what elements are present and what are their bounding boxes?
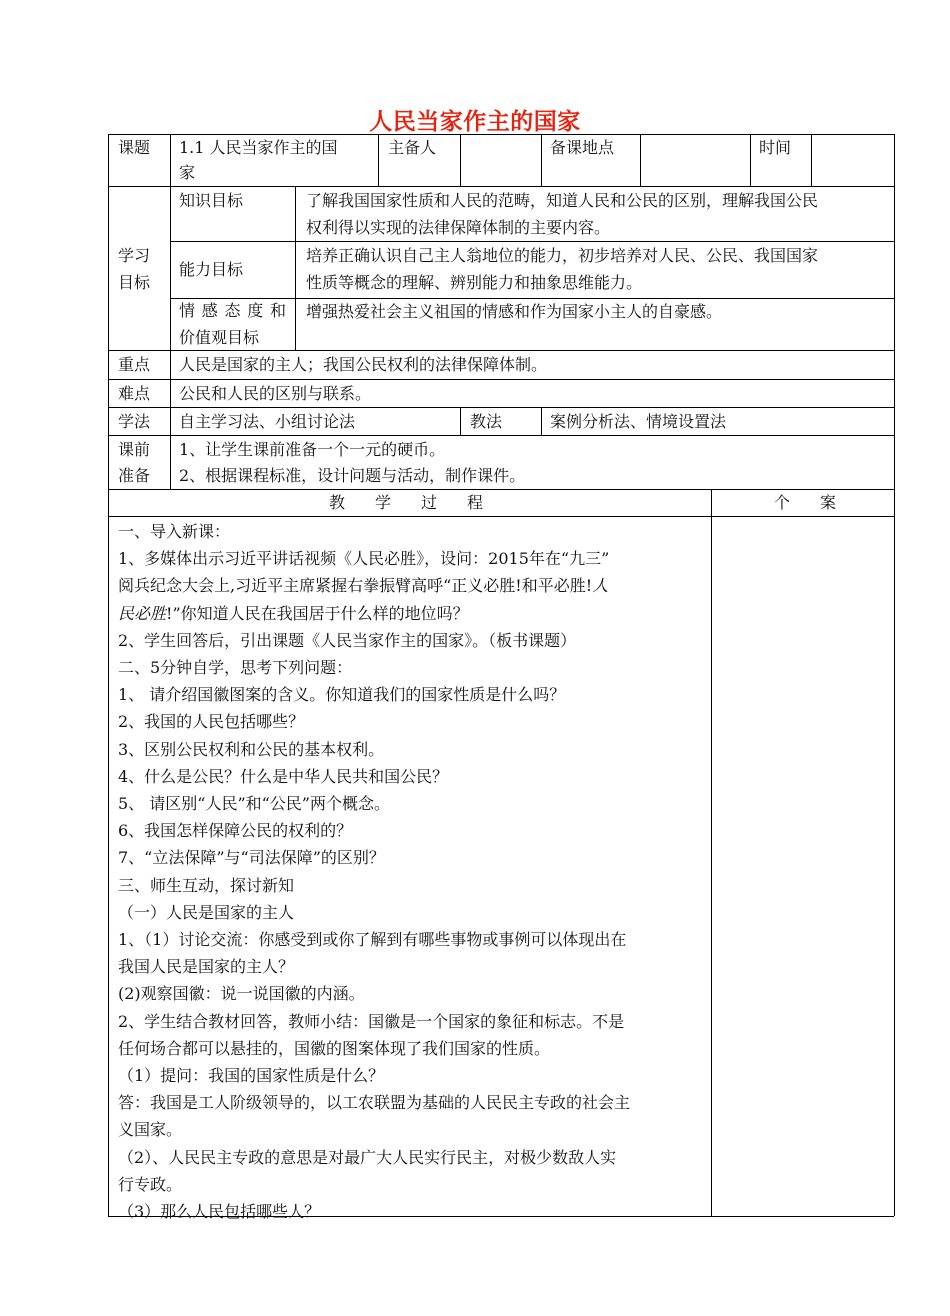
process-line xyxy=(118,572,708,599)
process-line: 行专政。 xyxy=(118,1174,183,1194)
rule xyxy=(750,134,751,186)
preparer-label: 主备人 xyxy=(388,138,437,157)
process-line: (2)观察国徽：说一说国徽的内涵。 xyxy=(118,984,365,1004)
process-line: 2、学生结合教材回答，教师小结：国徽是一个国家的象征和标志。不是 xyxy=(118,1011,625,1031)
process-line: 三、师生互动，探讨新知 xyxy=(118,875,295,895)
process-text: !”你知道人民在我国居于什么样的地位吗？ xyxy=(166,603,469,623)
process-line: 任何场合都可以悬挂的，国徽的图案体现了我们国家的性质。 xyxy=(118,1038,551,1058)
process-line xyxy=(118,600,708,627)
difficulty-text: 公民和人民的区别与联系。 xyxy=(179,384,372,403)
process-line: 3、区别公民权利和公民的基本权利。 xyxy=(118,739,385,759)
process-line: （2）、人民民主专政的意思是对最广大人民实行民主，对极少数敌人实 xyxy=(118,1147,617,1167)
knowledge-text: 了解我国国家性质和人民的范畴，知道人民和公民的区别，理解我国公民 xyxy=(306,191,819,210)
ability-label: 能力目标 xyxy=(179,260,244,279)
topic-value-line: 1.1 人民当家作主的国 xyxy=(179,138,338,157)
topic-value-line: 家 xyxy=(179,163,196,182)
location-label: 备课地点 xyxy=(550,138,615,157)
knowledge-text: 权利得以实现的法律保障体制的主要内容。 xyxy=(306,218,611,237)
key-point-label: 重点 xyxy=(118,355,151,374)
teach-method-text: 案例分析法、情境设置法 xyxy=(550,412,727,431)
rule xyxy=(811,134,812,186)
study-method-text: 自主学习法、小组讨论法 xyxy=(179,412,356,431)
rule xyxy=(108,516,894,517)
process-content xyxy=(118,518,708,1225)
process-italic-text: 民必胜 xyxy=(118,603,167,623)
objectives-label: 目标 xyxy=(118,273,151,292)
process-line: 义国家。 xyxy=(118,1120,183,1140)
prep-label: 课前 xyxy=(118,440,151,459)
rule xyxy=(108,134,109,1216)
objectives-label: 学习 xyxy=(118,246,151,265)
lesson-plan-table xyxy=(108,134,894,1222)
topic-label: 课题 xyxy=(118,138,151,157)
process-line: 2、学生回答后，引出课题《人民当家作主的国家》。（板书课题） xyxy=(118,630,577,650)
process-text: 阅兵纪念大会上,习近平主席紧握右拳振臂高呼“正义必胜!和平必胜! xyxy=(118,576,593,596)
prep-label: 准备 xyxy=(118,466,151,485)
emotion-label: 情感态度和 xyxy=(179,301,286,320)
process-line: 1、 请介绍国徽图案的含义。你知道我们的国家性质是什么吗？ xyxy=(118,685,566,705)
teach-method-label: 教法 xyxy=(470,412,503,431)
rule xyxy=(170,134,171,489)
rule xyxy=(460,134,461,186)
rule xyxy=(894,134,895,1216)
time-label: 时间 xyxy=(759,138,792,157)
rule xyxy=(711,489,712,1216)
process-line: 我国人民是国家的主人？ xyxy=(118,957,295,977)
document-title: 人民当家作主的国家 xyxy=(369,109,581,135)
process-line: 6、我国怎样保障公民的权利的？ xyxy=(118,821,353,841)
study-method-label: 学法 xyxy=(118,412,151,431)
process-header: 教学过程 xyxy=(329,493,514,512)
emotion-label: 价值观目标 xyxy=(179,328,260,347)
rule xyxy=(640,134,641,186)
emotion-text: 增强热爱社会主义祖国的情感和作为国家小主人的自豪感。 xyxy=(306,302,723,321)
rule xyxy=(378,134,379,186)
process-line: 二、5分钟自学，思考下列问题： xyxy=(118,658,353,678)
process-italic-text: 人 xyxy=(592,576,609,596)
process-line: 7、“立法保障”与“司法保障”的区别？ xyxy=(118,848,385,868)
case-header: 个案 xyxy=(774,493,867,512)
rule xyxy=(295,186,296,350)
process-line: （3）那么人民包括哪些人？ xyxy=(118,1202,321,1222)
process-line: （1）提问：我国的国家性质是什么？ xyxy=(118,1066,385,1086)
process-line: 1、多媒体出示习近平讲话视频《人民必胜》，设问：2015年在“九三” xyxy=(118,549,610,569)
process-line: 一、导入新课： xyxy=(118,522,231,541)
process-line: 答：我国是工人阶级领导的，以工农联盟为基础的人民民主专政的社会主 xyxy=(118,1093,631,1113)
rule xyxy=(541,407,542,435)
process-line: 4、什么是公民？什么是中华人民共和国公民？ xyxy=(118,766,449,786)
process-line: 5、 请区别“人民”和“公民”两个概念。 xyxy=(118,794,390,814)
key-point-text: 人民是国家的主人；我国公民权利的法律保障体制。 xyxy=(179,355,548,374)
prep-line: 2、根据课程标准，设计问题与活动，制作课件。 xyxy=(179,466,526,485)
process-line: 2、我国的人民包括哪些？ xyxy=(118,712,305,732)
prep-line: 1、让学生课前准备一个一元的硬币。 xyxy=(179,440,446,459)
difficulty-label: 难点 xyxy=(118,384,151,403)
rule xyxy=(460,407,461,435)
ability-text: 培养正确认识自己主人翁地位的能力，初步培养对人民、公民、我国国家 xyxy=(306,246,819,265)
rule xyxy=(541,134,542,186)
ability-text: 性质等概念的理解、辨别能力和抽象思维能力。 xyxy=(306,273,643,292)
process-line: 1、（1）讨论交流：你感受到或你了解到有哪些事物或事例可以体现出在 xyxy=(118,930,627,950)
process-line: （一）人民是国家的主人 xyxy=(118,902,295,922)
knowledge-label: 知识目标 xyxy=(179,191,244,210)
